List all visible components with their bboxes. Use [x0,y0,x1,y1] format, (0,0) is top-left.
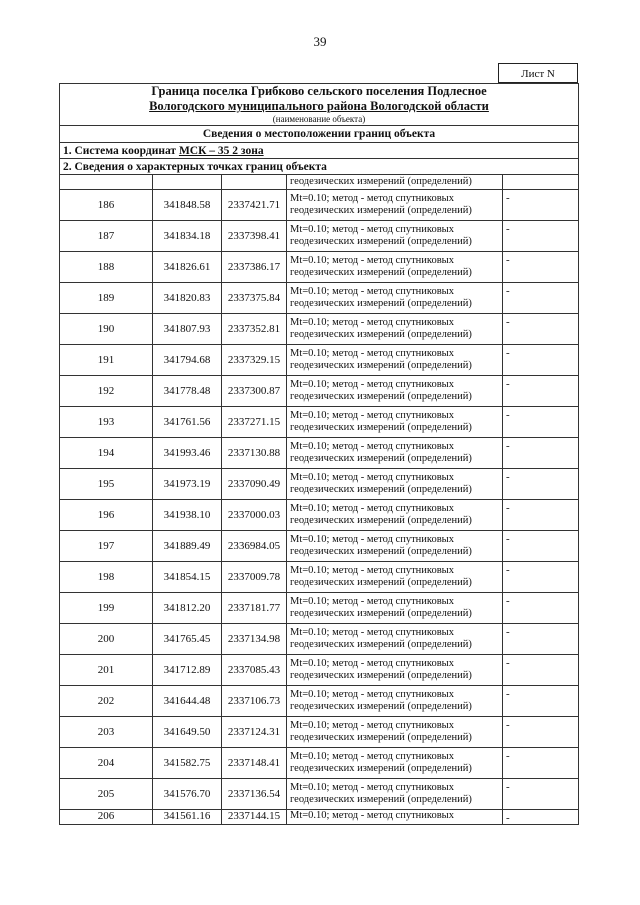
table-row [60,407,579,438]
coord-y: 2337300.87 [222,376,287,407]
point-number: 186 [60,190,153,221]
coord-x: 341649.50 [153,717,222,748]
method-description [287,345,503,376]
method-description [287,531,503,562]
table-row [60,717,579,748]
section-title-row [60,126,579,143]
page-number: 39 [313,34,327,49]
method-line2: геодезических измерений (определений) [290,608,472,619]
method-line1: Mt=0.10; метод - метод спутниковых [290,224,454,235]
coord-x: 341938.10 [153,500,222,531]
point-number: 192 [60,376,153,407]
table-row [60,438,579,469]
object-title-line2: Вологодского муниципального района Вологодской области [149,99,489,113]
table-row [60,779,579,810]
object-title-line1: Граница поселка Грибково сельского поселения Подлесное [151,84,487,98]
method-line2: геодезических измерений (определений) [290,794,472,805]
table-row [60,593,579,624]
method-description [287,252,503,283]
point-number: 197 [60,531,153,562]
method-line1: Mt=0.10; метод - метод спутниковых [290,379,454,390]
coord-x: 341794.68 [153,345,222,376]
method-line2: геодезических измерений (определений) [290,732,472,743]
method-description [287,469,503,500]
point-number: 199 [60,593,153,624]
coord-x: 341644.48 [153,686,222,717]
method-line1: Mt=0.10; метод - метод спутниковых [290,720,454,731]
method-line2: геодезических измерений (определений) [290,298,472,309]
point-number: 195 [60,469,153,500]
point-note: - [503,686,579,717]
cell-empty [153,175,222,190]
point-number: 188 [60,252,153,283]
coord-x: 341812.20 [153,593,222,624]
point-note: - [503,655,579,686]
method-line2: геодезических измерений (определений) [290,515,472,526]
table-row [60,748,579,779]
point-number: 204 [60,748,153,779]
method-description [287,593,503,624]
coord-y: 2337136.54 [222,779,287,810]
point-note: - [503,717,579,748]
table-row [60,190,579,221]
method-line2: геодезических измерений (определений) [290,577,472,588]
points-section-row [60,159,579,175]
method-line2: геодезических измерений (определений) [290,484,472,495]
table-row [60,686,579,717]
points-section-title: 2. Сведения о характерных точках границ объекта [60,159,579,175]
method-line2: геодезических измерений (определений) [290,267,472,278]
coord-system [60,143,579,159]
coord-x: 341854.15 [153,562,222,593]
method-line1: Mt=0.10; метод - метод спутниковых [290,472,454,483]
table-row [60,624,579,655]
coord-x: 341848.58 [153,190,222,221]
method-description [287,221,503,252]
method-description [287,562,503,593]
coord-x: 341889.49 [153,531,222,562]
point-number: 206 [60,810,153,825]
coord-y: 2336984.05 [222,531,287,562]
method-line1: Mt=0.10; метод - метод спутниковых [290,689,454,700]
method-line2: геодезических измерений (определений) [290,670,472,681]
point-number: 201 [60,655,153,686]
method-line1: Mt=0.10; метод - метод спутниковых [290,317,454,328]
point-note: - [503,376,579,407]
method-line2: геодезических измерений (определений) [290,763,472,774]
method-line2: геодезических измерений (определений) [290,205,472,216]
coord-y: 2337009.78 [222,562,287,593]
method-description [287,314,503,345]
method-description [287,686,503,717]
coord-x: 341807.93 [153,314,222,345]
point-note: - [503,779,579,810]
boundary-table [59,83,579,825]
method-line1: Mt=0.10; метод - метод спутниковых [290,627,454,638]
table-row [60,252,579,283]
method-line2: геодезических измерений (определений) [290,639,472,650]
coord-y: 2337085.43 [222,655,287,686]
method-description [287,624,503,655]
point-note: - [503,252,579,283]
table-row [60,283,579,314]
coord-y: 2337144.15 [222,810,287,825]
method-line2: геодезических измерений (определений) [290,329,472,340]
method-line1: Mt=0.10; метод - метод спутниковых [290,503,454,514]
method-line1: Mt=0.10; метод - метод спутниковых [290,348,454,359]
coord-x: 341993.46 [153,438,222,469]
coord-y: 2337106.73 [222,686,287,717]
method-description [287,655,503,686]
method-line1: Mt=0.10; метод - метод спутниковых [290,286,454,297]
continued-row [60,175,579,190]
cell-empty [222,175,287,190]
coord-y: 2337386.17 [222,252,287,283]
method-line2: геодезических измерений (определений) [290,236,472,247]
method-line1: Mt=0.10; метод - метод спутниковых [290,596,454,607]
point-note: - [503,624,579,655]
coord-x: 341765.45 [153,624,222,655]
method-description [287,779,503,810]
point-note: - [503,562,579,593]
point-number: 194 [60,438,153,469]
point-note: - [503,438,579,469]
method-line2: геодезических измерений (определений) [290,360,472,371]
coord-x: 341834.18 [153,221,222,252]
coord-system-label: 1. Система координат [63,144,177,157]
continued-desc: геодезических измерений (определений) [287,175,503,190]
point-note: - [503,748,579,779]
method-description [287,748,503,779]
method-line1: Mt=0.10; метод - метод спутниковых [290,565,454,576]
coord-y: 2337090.49 [222,469,287,500]
method-line1: Mt=0.10; метод - метод спутниковых [290,751,454,762]
table-row [60,655,579,686]
point-note: - [503,810,579,825]
method-line2: геодезических измерений (определений) [290,546,472,557]
point-number: 193 [60,407,153,438]
method-line2: геодезических измерений (определений) [290,422,472,433]
coord-x: 341561.16 [153,810,222,825]
point-number: 198 [60,562,153,593]
section-title: Сведения о местоположении границ объекта [60,126,579,143]
coord-system-value: МСК – 35 2 зона [178,144,264,157]
object-title-caption: (наименование объекта) [272,114,366,124]
coord-x: 341712.89 [153,655,222,686]
coord-x: 341973.19 [153,469,222,500]
coord-y: 2337421.71 [222,190,287,221]
point-number: 205 [60,779,153,810]
coord-y: 2337134.98 [222,624,287,655]
table-row [60,221,579,252]
method-line1: Mt=0.10; метод - метод спутниковых [290,658,454,669]
coord-x: 341820.83 [153,283,222,314]
point-note: - [503,469,579,500]
point-note: - [503,283,579,314]
method-description [287,407,503,438]
coord-system-row [60,143,579,159]
coord-y: 2337148.41 [222,748,287,779]
point-number: 202 [60,686,153,717]
table-row [60,314,579,345]
coord-y: 2337181.77 [222,593,287,624]
table-row [60,345,579,376]
method-description [287,190,503,221]
coord-x: 341778.48 [153,376,222,407]
method-line1: Mt=0.10; метод - метод спутниковых [290,193,454,204]
method-description: Mt=0.10; метод - метод спутниковых [287,810,503,825]
table-row [60,531,579,562]
point-number: 190 [60,314,153,345]
coord-y: 2337000.03 [222,500,287,531]
title-row [60,84,579,126]
table-row [60,469,579,500]
coord-y: 2337271.15 [222,407,287,438]
table-row [60,376,579,407]
coord-x: 341761.56 [153,407,222,438]
method-line1: Mt=0.10; метод - метод спутниковых [290,255,454,266]
coord-y: 2337329.15 [222,345,287,376]
method-line2: геодезических измерений (определений) [290,701,472,712]
point-note: - [503,314,579,345]
method-description [287,376,503,407]
point-note: - [503,345,579,376]
coord-x: 341576.70 [153,779,222,810]
title-cell [60,84,579,126]
table-row [60,810,579,825]
point-note: - [503,221,579,252]
table-row [60,500,579,531]
method-line2: геодезических измерений (определений) [290,453,472,464]
point-number: 203 [60,717,153,748]
point-number: 191 [60,345,153,376]
coord-y: 2337398.41 [222,221,287,252]
method-line1: Mt=0.10; метод - метод спутниковых [290,441,454,452]
method-description [287,438,503,469]
method-line1: Mt=0.10; метод - метод спутниковых [290,534,454,545]
method-line2: геодезических измерений (определений) [290,391,472,402]
coord-y: 2337130.88 [222,438,287,469]
point-number: 187 [60,221,153,252]
method-description [287,500,503,531]
method-line1: Mt=0.10; метод - метод спутниковых [290,782,454,793]
method-description [287,283,503,314]
coord-x: 341582.75 [153,748,222,779]
point-note: - [503,531,579,562]
method-line1: Mt=0.10; метод - метод спутниковых [290,410,454,421]
point-number: 200 [60,624,153,655]
coord-y: 2337375.84 [222,283,287,314]
sheet-label: Лист N [498,63,578,83]
method-description [287,717,503,748]
point-note: - [503,190,579,221]
coord-y: 2337124.31 [222,717,287,748]
point-note: - [503,407,579,438]
coord-y: 2337352.81 [222,314,287,345]
point-note: - [503,593,579,624]
coord-x: 341826.61 [153,252,222,283]
point-number: 189 [60,283,153,314]
point-number: 196 [60,500,153,531]
point-note: - [503,500,579,531]
cell-empty [503,175,579,190]
table-row [60,562,579,593]
cell-empty [60,175,153,190]
